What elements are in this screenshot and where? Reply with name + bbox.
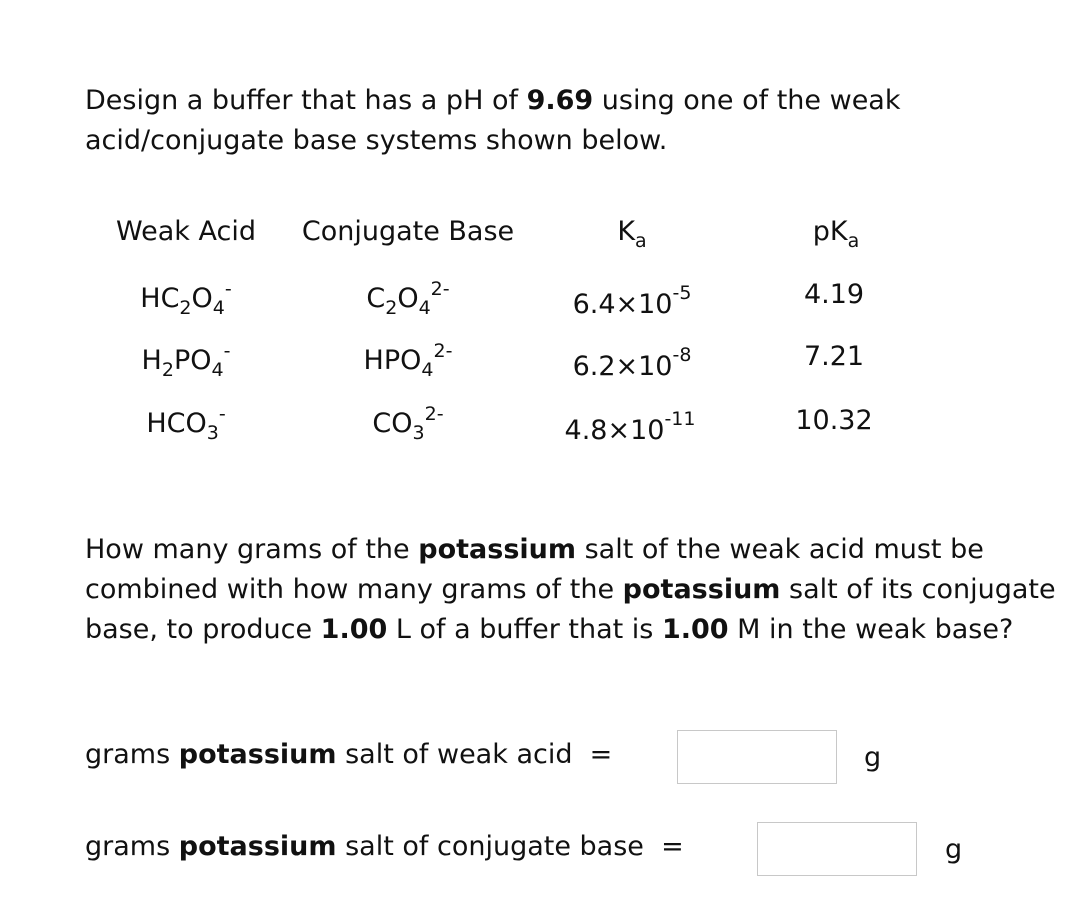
header-weak-acid: Weak Acid (116, 216, 256, 247)
answer-label-text: salt of conjugate base = (336, 831, 684, 862)
row3-ka (565, 408, 696, 446)
row2-acid-part: PO (173, 345, 212, 376)
row3-base-part: CO (372, 408, 413, 439)
header-ka (617, 216, 646, 252)
question-text: salt of its conjugate base, to produce (85, 574, 1056, 645)
question-bold: 1.00 (320, 614, 388, 645)
row1-acid-part: O (191, 283, 213, 314)
row2-pka: 7.21 (803, 341, 865, 372)
row2-acid-charge: - (223, 340, 231, 362)
unit-grams-2: g (945, 834, 963, 865)
row1-ka-exponent: -5 (672, 282, 692, 304)
header-pka (813, 216, 860, 252)
row1-ka (573, 282, 692, 320)
weak-acid-grams-input[interactable] (677, 730, 837, 784)
answer-weak-acid-label (85, 739, 612, 770)
row2-ka-exponent: -8 (672, 344, 692, 366)
header-ka-main: K (617, 216, 636, 247)
conjugate-base-grams-input[interactable] (757, 822, 917, 876)
row1-conjugate-base (366, 278, 449, 319)
row1-acid-sub: 2 (179, 297, 192, 319)
header-ka-sub: a (635, 230, 647, 252)
row1-ka-mantissa: 6.4×10 (572, 289, 673, 320)
row3-base-charge: 2- (424, 403, 444, 425)
header-pka-main: pK (812, 216, 848, 247)
header-pka-sub: a (847, 230, 860, 252)
row1-weak-acid (140, 278, 231, 319)
question-text: How many grams of the (85, 534, 419, 565)
row1-acid-part: HC (140, 283, 180, 314)
question-bold: 1.00 (661, 614, 729, 645)
answer-label-bold: potassium (178, 831, 337, 862)
intro-text-1: Design a buffer that has a pH of (85, 85, 527, 116)
row3-acid-sub: 3 (206, 422, 219, 444)
answer-label-bold: potassium (178, 739, 337, 770)
answer-conjugate-base-label (85, 831, 684, 862)
row3-pka: 10.32 (795, 405, 873, 436)
question-bold: potassium (622, 574, 781, 605)
row1-base-sub: 2 (385, 297, 398, 319)
answer-label-text: grams (85, 739, 179, 770)
problem-intro (85, 81, 1045, 161)
unit-grams-1: g (864, 742, 882, 773)
row2-base-sub: 4 (421, 359, 434, 381)
target-ph: 9.69 (526, 85, 594, 116)
row2-acid-part: H (141, 345, 162, 376)
intro-text-2: using one of the weak acid/conjugate base systems shown below. (85, 85, 901, 156)
row2-acid-sub: 4 (211, 359, 224, 381)
row1-base-part: O (397, 283, 419, 314)
row3-base-sub: 3 (412, 422, 425, 444)
question-text: salt of the weak acid must be combined with how many grams of the (85, 534, 984, 605)
row1-base-sub: 4 (418, 297, 431, 319)
row3-conjugate-base (372, 403, 443, 444)
row1-acid-sub: 4 (212, 297, 225, 319)
question-bold: potassium (418, 534, 577, 565)
answer-label-text: salt of weak acid = (336, 739, 613, 770)
problem-question (85, 530, 1060, 650)
row3-acid-charge: - (218, 403, 226, 425)
row3-ka-mantissa: 4.8×10 (564, 415, 665, 446)
row3-ka-exponent: -11 (664, 408, 696, 430)
answer-label-text: grams (85, 831, 179, 862)
row2-base-part: HPO (363, 345, 422, 376)
row1-base-charge: 2- (430, 278, 450, 300)
row3-weak-acid (146, 403, 225, 444)
row2-conjugate-base (364, 340, 453, 381)
row3-acid-part: HCO (146, 408, 207, 439)
row1-acid-charge: - (224, 278, 232, 300)
header-conjugate-base: Conjugate Base (301, 216, 515, 247)
row2-ka-mantissa: 6.2×10 (572, 351, 673, 382)
row2-acid-sub: 2 (161, 359, 174, 381)
row2-ka (573, 344, 692, 382)
row1-base-part: C (366, 283, 386, 314)
question-text: M in the weak base? (728, 614, 1014, 645)
row1-pka: 4.19 (803, 279, 865, 310)
row2-base-charge: 2- (433, 340, 453, 362)
question-text: L of a buffer that is (387, 614, 662, 645)
row2-weak-acid (142, 340, 231, 381)
